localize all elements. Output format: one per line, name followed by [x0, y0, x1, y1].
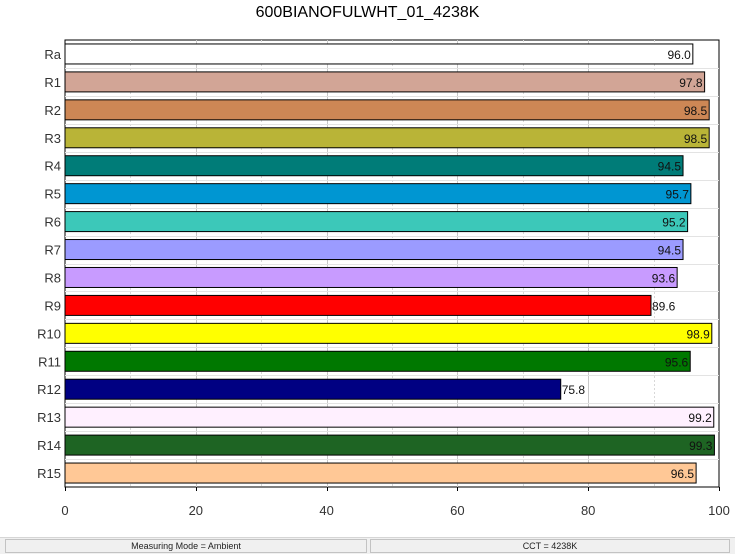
cct-status: CCT = 4238K	[370, 539, 730, 553]
x-tick-label: 40	[319, 503, 334, 518]
category-label-r6: R6	[44, 214, 61, 230]
value-label-r6: 95.2	[662, 215, 686, 230]
category-label-r7: R7	[44, 242, 61, 258]
bar-r4	[65, 156, 683, 176]
x-tick-label: 100	[708, 503, 730, 518]
category-label-r14: R14	[37, 438, 61, 454]
value-label-r1: 97.8	[679, 75, 703, 90]
bar-r8	[65, 267, 677, 287]
category-label-r8: R8	[44, 270, 61, 286]
value-label-r12: 75.8	[561, 383, 586, 398]
bar-r7	[65, 240, 683, 260]
bar-r15	[65, 463, 696, 483]
chart-title: 600BIANOFULWHT_01_4238K	[255, 4, 480, 21]
category-label-r13: R13	[37, 410, 61, 426]
measuring-mode-status: Measuring Mode = Ambient	[5, 539, 367, 553]
category-label-r9: R9	[44, 298, 61, 314]
category-label-r10: R10	[37, 326, 61, 342]
value-label-ra: 96.0	[667, 47, 691, 62]
value-label-r5: 95.7	[665, 187, 689, 202]
bar-ra	[65, 44, 693, 64]
bar-r1	[65, 72, 705, 92]
category-label-r3: R3	[44, 130, 61, 146]
value-label-r4: 94.5	[657, 159, 682, 174]
category-label-r4: R4	[44, 158, 61, 174]
bar-r10	[65, 323, 712, 343]
x-tick-label: 0	[61, 503, 69, 518]
bar-r12	[65, 379, 561, 399]
value-label-r10: 98.9	[686, 327, 710, 342]
category-label-r12: R12	[37, 382, 61, 398]
bar-r6	[65, 212, 688, 232]
status-bar	[0, 537, 735, 554]
value-label-r13: 99.2	[688, 411, 712, 426]
x-tick-label: 80	[580, 503, 596, 518]
value-label-r7: 94.5	[657, 243, 682, 258]
value-label-r3: 98.5	[683, 131, 708, 146]
bar-r2	[65, 100, 709, 120]
value-label-r2: 98.5	[683, 103, 708, 118]
value-label-r8: 93.6	[651, 271, 676, 286]
value-label-r9: 89.6	[651, 299, 676, 314]
category-label-r2: R2	[44, 102, 61, 118]
bar-r11	[65, 351, 690, 371]
value-label-r14: 99.3	[689, 439, 713, 454]
category-label-ra: Ra	[44, 46, 61, 62]
bar-r13	[65, 407, 714, 427]
category-label-r5: R5	[44, 186, 61, 202]
x-tick-label: 60	[450, 503, 465, 518]
bar-r14	[65, 435, 714, 455]
bar-r3	[65, 128, 709, 148]
category-label-r15: R15	[37, 466, 61, 482]
bar-r9	[65, 295, 651, 315]
bar-r5	[65, 184, 691, 204]
value-label-r11: 95.6	[664, 355, 689, 370]
x-tick-label: 20	[188, 503, 204, 518]
category-label-r1: R1	[44, 74, 61, 90]
category-label-r11: R11	[38, 354, 61, 370]
value-label-r15: 96.5	[670, 467, 695, 482]
